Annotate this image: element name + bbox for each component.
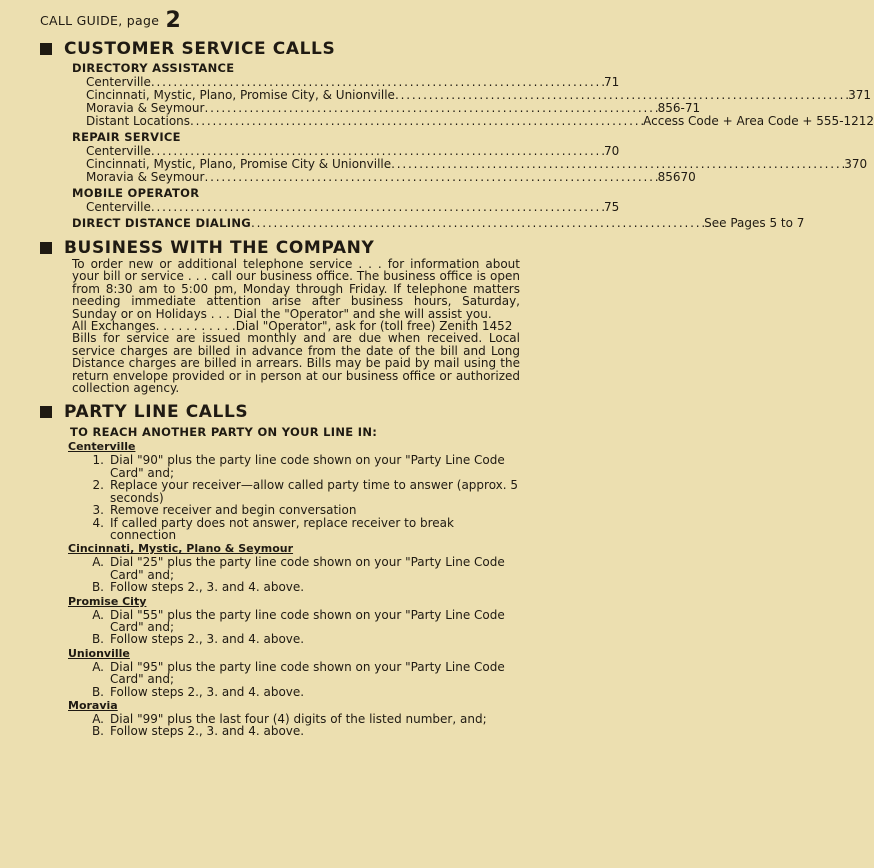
row-label: Centerville: [86, 75, 151, 89]
step-text: Follow steps 2., 3. and 4. above.: [110, 684, 305, 699]
leader-dots: [251, 217, 704, 230]
row-value: 85670: [657, 170, 696, 184]
row-value: See Pages 5 to 7: [704, 216, 805, 230]
row-label: Centerville: [86, 144, 151, 158]
step-text: If called party does not answer, replace receiver to break connection: [110, 515, 454, 542]
page-header: [40, 8, 520, 33]
directory-assistance-heading: DIRECTORY ASSISTANCE: [72, 61, 235, 75]
list-item: [84, 479, 520, 504]
exchanges-label: All Exchanges: [72, 319, 156, 334]
section-title: CUSTOMER SERVICE CALLS: [64, 39, 336, 59]
square-bullet-icon: [40, 43, 52, 55]
leader-dots: [204, 171, 657, 184]
row-label: Moravia & Seymour: [86, 170, 205, 184]
list-item: [84, 686, 520, 698]
row-label: Centerville: [86, 200, 151, 214]
direct-distance-row: [72, 216, 805, 230]
square-bullet-icon: [40, 406, 52, 418]
step-text: Dial "55" plus the party line code shown on your "Party Line Code Card" and;: [110, 607, 505, 634]
row-value: 370: [844, 157, 868, 171]
step-marker: B.: [91, 684, 104, 699]
row-value: Access Code + Area Code + 555-1212: [643, 114, 874, 128]
step-text: Dial "25" plus the party line code shown on your "Party Line Code Card" and;: [110, 555, 505, 582]
mobile-operator-heading: MOBILE OPERATOR: [72, 186, 200, 200]
party-subtitle: TO REACH ANOTHER PARTY ON YOUR LINE IN:: [70, 425, 378, 440]
leader-dots: . . . . . . . . . . .: [155, 319, 236, 334]
row-label: DIRECT DISTANCE DIALING: [72, 216, 252, 230]
row-label: Cincinnati, Mystic, Plano, Promise City, & Unionville: [86, 88, 395, 102]
row-value: 70: [604, 144, 620, 158]
page-number: 2: [165, 8, 182, 33]
row-label: Distant Locations: [86, 114, 191, 128]
step-text: Follow steps 2., 3. and 4. above.: [110, 632, 305, 647]
group-name: Cincinnati, Mystic, Plano & Seymour: [68, 542, 294, 556]
business-text: [72, 258, 520, 394]
step-marker: A.: [92, 659, 104, 674]
step-marker: A.: [92, 711, 104, 726]
step-text: Follow steps 2., 3. and 4. above.: [110, 580, 305, 595]
step-text: Dial "95" plus the party line code shown on your "Party Line Code Card" and;: [110, 659, 505, 687]
step-marker: A.: [92, 555, 104, 570]
step-text: Dial "90" plus the party line code shown on your "Party Line Code Card" and;: [110, 453, 505, 480]
row-label: Moravia & Seymour: [86, 101, 205, 115]
group-name: Promise City: [68, 594, 147, 608]
billing-paragraph: Bills for service are issued monthly and are due when received. Local service charges are billed in advance from the date of the bill and Long Distance charges are billed in arrears. Bills may be paid by mail using the return envelope provided or in person at our business office or authorized collection agency.: [72, 331, 520, 396]
business-paragraph: To order new or additional telephone service . . . for information about your bill or service . . . call our business office. The business office is open from 8:30 am to 5:00 pm, Monday through Friday. If telephone matters needing immediate attention arise after business hours, Saturday, Sunday or on Holidays . . . Dial the "Operator" and she will assist you.: [72, 257, 520, 321]
party-line-heading: [40, 402, 520, 422]
step-text: Dial "99" plus the last four (4) digits of the listed number, and;: [110, 711, 487, 726]
list-item: [84, 609, 520, 634]
row-value: 71: [604, 75, 620, 89]
step-text: Remove receiver and begin conversation: [110, 503, 357, 518]
leader-dots: [190, 115, 643, 128]
repair-service-heading: REPAIR SERVICE: [72, 130, 181, 144]
exchanges-value: Dial "Operator", ask for (toll free) Zenith 1452: [235, 319, 513, 334]
section-title: BUSINESS WITH THE COMPANY: [64, 238, 375, 258]
step-text: Follow steps 2., 3. and 4. above.: [110, 724, 305, 739]
group-name: Moravia: [68, 698, 118, 712]
list-item: [84, 454, 520, 479]
customer-service-heading: [40, 39, 520, 59]
list-item: [84, 556, 520, 581]
row-value: 856-71: [657, 101, 701, 115]
group-name: Centerville: [68, 440, 136, 454]
row-value: 75: [604, 200, 620, 214]
business-heading: [40, 238, 520, 258]
list-item: [84, 661, 520, 686]
list-item: [84, 517, 520, 542]
directory-row: [86, 114, 874, 128]
step-marker: B.: [91, 724, 104, 739]
header-label: CALL GUIDE, page: [40, 13, 160, 28]
group-name: Unionville: [68, 646, 130, 660]
row-value: 371: [848, 88, 871, 102]
step-marker: A.: [92, 607, 104, 622]
step-marker: 4.: [92, 515, 104, 530]
list-item: [84, 504, 520, 516]
step-marker: B.: [91, 580, 104, 595]
mobile-row: [86, 200, 620, 214]
step-text: Replace your receiver—allow called party time to answer (approx. 5 seconds): [110, 478, 519, 505]
list-item: [84, 633, 520, 645]
row-label: Cincinnati, Mystic, Plano, Promise City & Unionville: [86, 157, 392, 171]
square-bullet-icon: [40, 242, 52, 254]
list-item: [84, 725, 520, 737]
leader-dots: [151, 201, 604, 214]
step-marker: 3.: [92, 503, 104, 518]
repair-row: [86, 170, 696, 184]
section-title: PARTY LINE CALLS: [64, 402, 249, 423]
step-marker: 2.: [92, 478, 104, 493]
step-marker: B.: [91, 632, 104, 647]
step-marker: 1.: [92, 453, 104, 468]
list-item: [84, 581, 520, 593]
